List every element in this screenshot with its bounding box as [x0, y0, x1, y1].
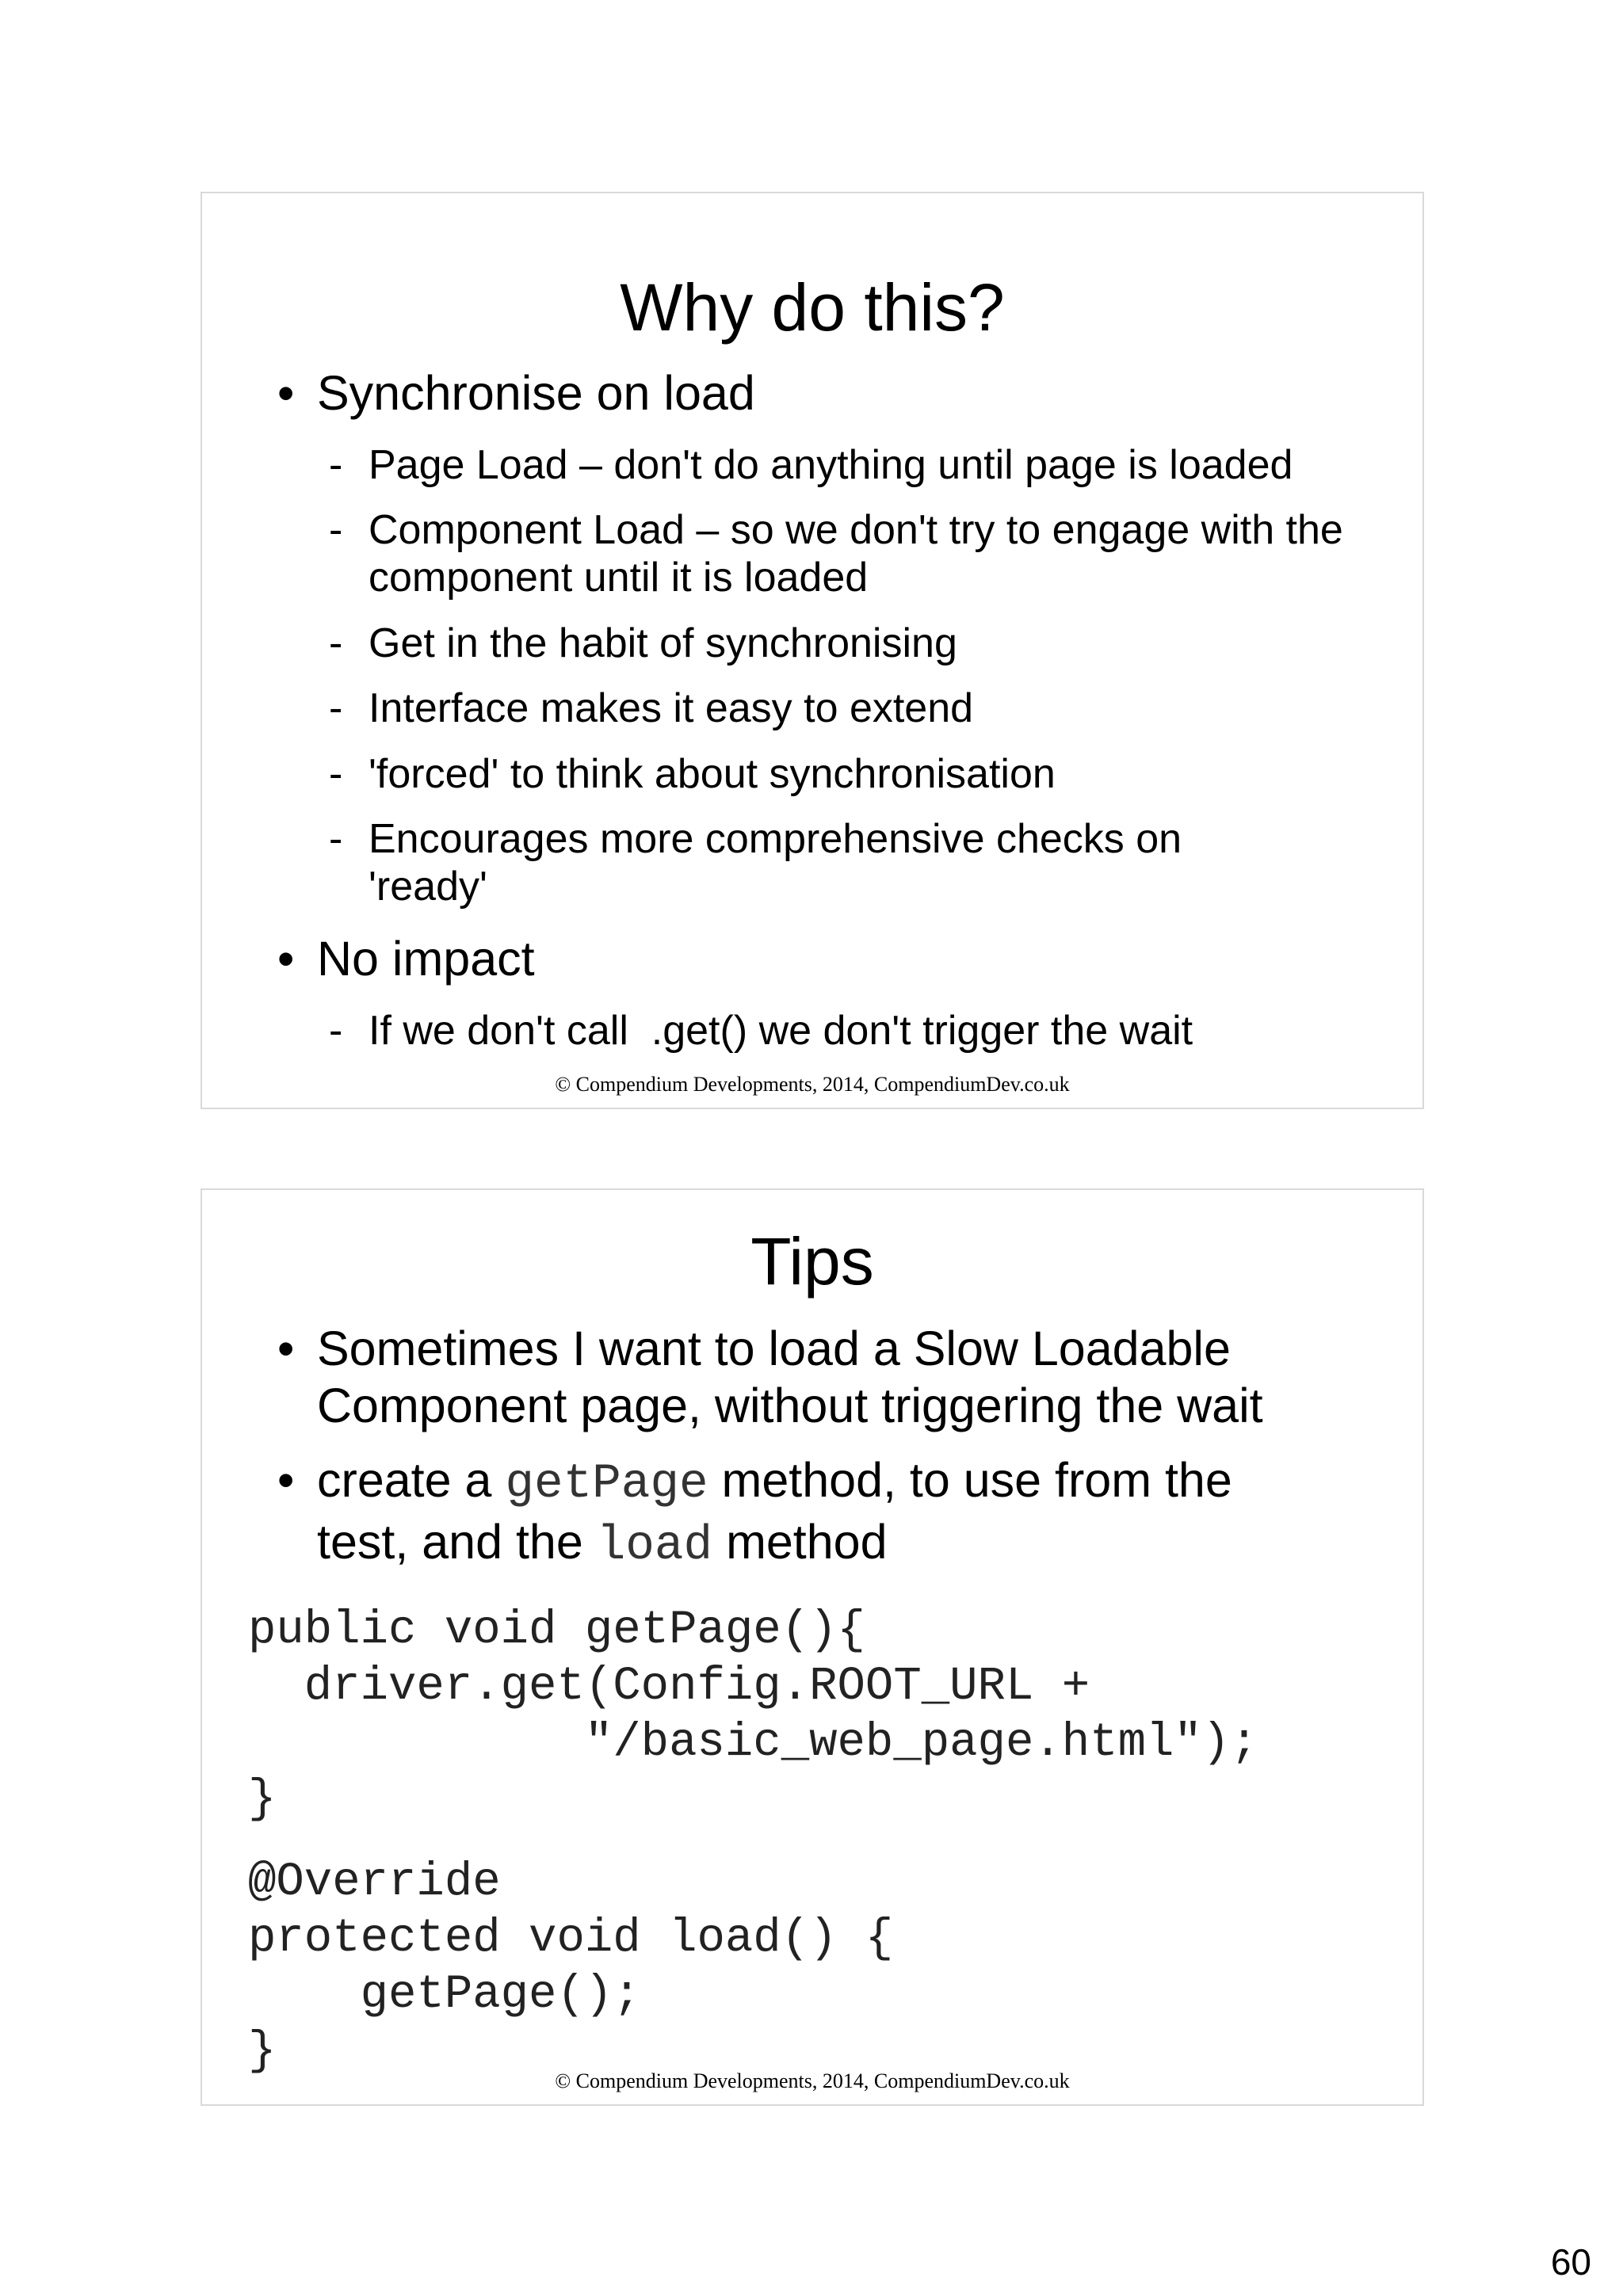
bullet-text-mid: method, to use from the test, and the: [317, 1453, 1232, 1569]
bullet-text: Sometimes I want to load a Slow Loadable Component page, without triggering the wait: [317, 1322, 1263, 1432]
sub-bullet-item: [329, 1007, 1391, 1055]
sub-bullet-text: Component Load – so we don't try to engage with the component until it is loaded: [369, 507, 1343, 601]
bullet-text-post: method: [712, 1515, 888, 1569]
bullet-text-pre: create a: [317, 1453, 506, 1507]
sub-bullet-item: [329, 506, 1391, 601]
bullet-text: Synchronise on load: [317, 366, 755, 420]
sub-bullet-text: Interface makes it easy to extend: [369, 685, 974, 731]
slide-why-do-this: [200, 192, 1424, 1109]
slide-title: Why do this?: [620, 270, 1005, 345]
bullet-item: [277, 930, 1387, 987]
bullet-text: No impact: [317, 932, 535, 986]
inline-code-getpage: getPage: [505, 1457, 708, 1512]
sub-bullet-text: Encourages more comprehensive checks on 'ready': [369, 816, 1182, 910]
slide-footer: © Compendium Developments, 2014, CompendiumDev.co.uk: [555, 1073, 1070, 1096]
bullet-icon: •: [277, 1453, 295, 1507]
slide-title: Tips: [750, 1224, 874, 1299]
sub-bullet-item: [329, 815, 1264, 910]
code-block-load: @Override protected void load() { getPage(); }: [248, 1855, 894, 2077]
sub-bullet-text: If we don't call .get() we don't trigger the wait: [369, 1008, 1193, 1054]
sub-bullet-item: [329, 441, 1391, 489]
sub-bullet-text: Page Load – don't do anything until page is loaded: [369, 442, 1293, 488]
dash-icon: -: [329, 507, 343, 553]
bullet-item: [277, 1451, 1308, 1575]
page-number: 60: [1550, 2241, 1591, 2283]
slide-tips: [200, 1188, 1424, 2106]
inline-code-load: load: [596, 1519, 713, 1573]
dash-icon: -: [329, 1008, 343, 1054]
sub-bullet-text: Get in the habit of synchronising: [369, 620, 957, 666]
sub-bullet-item: [329, 750, 1391, 798]
dash-icon: -: [329, 620, 343, 666]
sub-bullet-item: [329, 685, 1391, 732]
bullet-icon: •: [277, 366, 295, 420]
dash-icon: -: [329, 685, 343, 731]
dash-icon: -: [329, 816, 343, 862]
sub-bullet-item: [329, 620, 1391, 667]
slide-footer: © Compendium Developments, 2014, CompendiumDev.co.uk: [555, 2069, 1070, 2092]
sub-bullet-text: 'forced' to think about synchronisation: [369, 751, 1056, 797]
code-block-getpage: public void getPage(){ driver.get(Config.ROOT_URL + "/basic_web_page.html"); }: [248, 1604, 1258, 1825]
bullet-item: [277, 1320, 1347, 1434]
dash-icon: -: [329, 442, 343, 488]
bullet-icon: •: [277, 932, 295, 986]
dash-icon: -: [329, 751, 343, 797]
bullet-item: [277, 364, 1387, 421]
bullet-icon: •: [277, 1322, 295, 1375]
